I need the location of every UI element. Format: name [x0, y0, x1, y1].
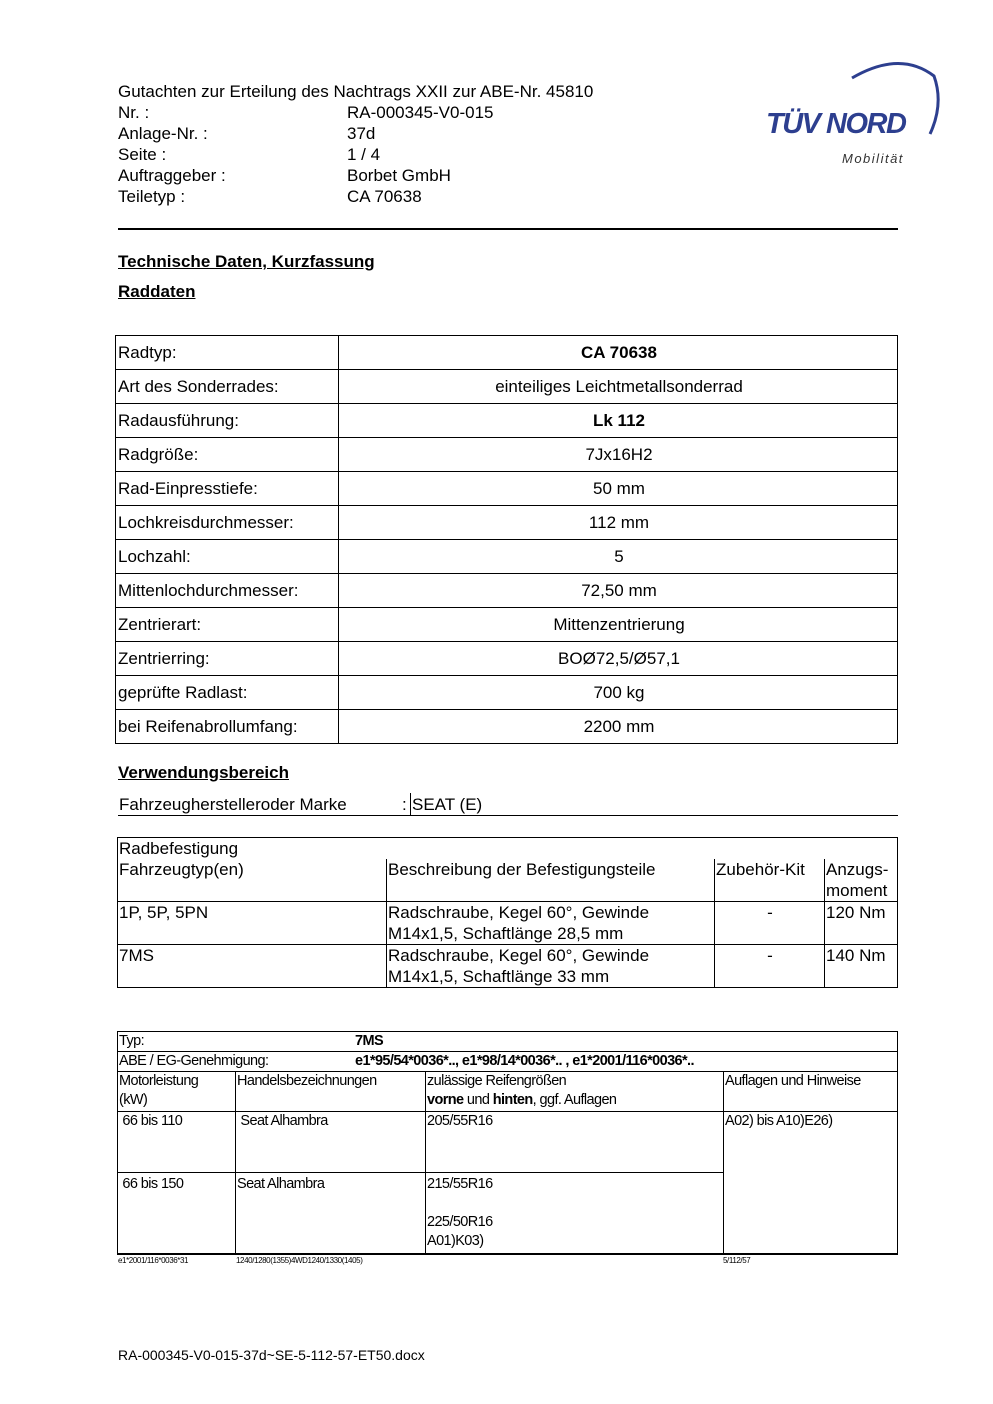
row-fahrzeugtyp: 1P, 5P, 5PN — [118, 902, 387, 945]
raddaten-label: Lochzahl: — [116, 540, 339, 574]
row-beschreibung-line2: M14x1,5, Schaftlänge 28,5 mm — [388, 924, 624, 943]
raddaten-value: Mittenzentrierung — [339, 608, 898, 642]
raddaten-label: Lochkreisdurchmesser: — [116, 506, 339, 540]
header-value-auftraggeber: Borbet GmbH — [347, 166, 451, 185]
row-motorleistung: 66 bis 150 — [118, 1173, 236, 1254]
col-header-zubehoer-kit: Zubehör-Kit — [715, 859, 825, 902]
col-header-motorleistung — [118, 1072, 236, 1112]
table-row — [116, 336, 898, 370]
col-header-fahrzeugtyp: Fahrzeugtyp(en) — [118, 859, 387, 902]
header-value-nr: RA-000345-V0-015 — [347, 103, 494, 122]
table-row — [116, 404, 898, 438]
row-auflagen: A02) bis A10)E26) — [724, 1112, 898, 1254]
col-header-anzugsmoment-line2: moment — [826, 881, 888, 900]
typ-value: 7MS — [355, 1033, 384, 1049]
header-value-seite: 1 / 4 — [347, 145, 381, 164]
col-header-handelsbezeichnungen: Handelsbezeichnungen — [236, 1072, 426, 1112]
reifen-hinten: hinten — [492, 1092, 533, 1108]
raddaten-label: Zentrierart: — [116, 608, 339, 642]
section-title-technische-daten: Technische Daten, Kurzfassung — [118, 252, 375, 271]
reifen-auflagen: , ggf. Auflagen — [532, 1092, 617, 1108]
manufacturer-label: Fahrzeugherstelleroder Marke — [119, 795, 347, 814]
reifen-line-blank — [427, 1194, 723, 1213]
raddaten-value: 2200 mm — [339, 710, 898, 744]
header-label-auftraggeber: Auftraggeber : — [118, 166, 226, 185]
row-beschreibung — [387, 945, 715, 988]
manufacturer-colon: : — [402, 795, 407, 814]
reifen-vorne: vorne — [427, 1092, 464, 1108]
row-handelsbezeichnung: Seat Alhambra — [236, 1173, 426, 1254]
raddaten-table — [115, 335, 898, 744]
col-header-beschreibung: Beschreibung der Befestigungsteile — [387, 859, 715, 902]
reifen-line: 225/50R16 — [427, 1214, 493, 1230]
table-row — [118, 902, 898, 945]
table-row — [116, 540, 898, 574]
raddaten-label: Rad-Einpresstiefe: — [116, 472, 339, 506]
abe-label: ABE / EG-Genehmigung: — [119, 1053, 269, 1069]
raddaten-label: Radgröße: — [116, 438, 339, 472]
table-row — [118, 1112, 898, 1173]
table-row — [116, 438, 898, 472]
row-handelsbezeichnung: Seat Alhambra — [236, 1112, 426, 1173]
footnote-approval: e1*2001/116*0036*31 — [118, 1256, 189, 1265]
table-row — [116, 574, 898, 608]
row-reifen: 205/55R16 — [426, 1112, 724, 1173]
section-title-raddaten: Raddaten — [118, 282, 196, 301]
abe-value: e1*95/54*0036*.., e1*98/14*0036*.. , e1*2001/116*0036*.. — [355, 1053, 694, 1069]
raddaten-label: bei Reifenabrollumfang: — [116, 710, 339, 744]
raddaten-value: 7Jx16H2 — [339, 438, 898, 472]
row-beschreibung-line2: M14x1,5, Schaftlänge 33 mm — [388, 967, 610, 986]
vehicle-manufacturer-row — [118, 795, 898, 816]
typ-label: Typ: — [119, 1033, 144, 1049]
table-row — [116, 370, 898, 404]
table-row — [116, 472, 898, 506]
row-zubehoer-kit: - — [715, 945, 825, 988]
table-row — [116, 506, 898, 540]
table-row — [116, 676, 898, 710]
row-anzugsmoment: 140 Nm — [825, 945, 898, 988]
col-header-motorleistung-line1: Motorleistung — [119, 1073, 199, 1089]
table-row — [116, 710, 898, 744]
row-beschreibung-line1: Radschraube, Kegel 60°, Gewinde — [388, 903, 650, 922]
footnote-axle-load: 1240/1280(1355)4WD1240/1330(1405) — [236, 1256, 363, 1265]
raddaten-value: Lk 112 — [339, 404, 898, 438]
header-label-seite: Seite : — [118, 145, 167, 164]
tuv-nord-logo-subtitle: Mobilität — [842, 151, 904, 166]
raddaten-value: 50 mm — [339, 472, 898, 506]
col-header-reifen-line2 — [427, 1091, 723, 1110]
row-motorleistung: 66 bis 110 — [118, 1112, 236, 1173]
reifen-line: 215/55R16 — [427, 1176, 493, 1192]
footnote-bolt-pattern: 5/112/57 — [723, 1256, 751, 1265]
col-header-auflagen: Auflagen und Hinweise — [724, 1072, 898, 1112]
col-header-reifen-line1: zulässige Reifengrößen — [427, 1073, 567, 1089]
document-title: Gutachten zur Erteilung des Nachtrags XXII zur ABE-Nr. 45810 — [118, 82, 594, 101]
row-reifen — [426, 1173, 724, 1254]
header-label-teiletyp: Teiletyp : — [118, 187, 186, 206]
col-header-anzugsmoment — [825, 859, 898, 902]
raddaten-value: BOØ72,5/Ø57,1 — [339, 642, 898, 676]
col-header-motorleistung-line2: (kW) — [119, 1092, 148, 1108]
raddaten-label: Radausführung: — [116, 404, 339, 438]
raddaten-label: Radtyp: — [116, 336, 339, 370]
col-header-reifengroessen — [426, 1072, 724, 1112]
raddaten-label: geprüfte Radlast: — [116, 676, 339, 710]
reifen-und: und — [463, 1092, 493, 1108]
header-label-anlage: Anlage-Nr. : — [118, 124, 208, 143]
row-beschreibung-line1: Radschraube, Kegel 60°, Gewinde — [388, 946, 650, 965]
header-value-teiletyp: CA 70638 — [347, 187, 422, 206]
raddaten-value: 112 mm — [339, 506, 898, 540]
raddaten-value: einteiliges Leichtmetallsonderrad — [339, 370, 898, 404]
reifen-line: A01)K03) — [427, 1233, 484, 1249]
section-title-verwendungsbereich: Verwendungsbereich — [118, 763, 289, 782]
raddaten-value: 72,50 mm — [339, 574, 898, 608]
tuv-nord-logo: TÜV NORD — [766, 108, 906, 140]
raddaten-label: Mittenlochdurchmesser: — [116, 574, 339, 608]
radbefestigung-title: Radbefestigung — [118, 838, 898, 860]
raddaten-value: 700 kg — [339, 676, 898, 710]
row-zubehoer-kit: - — [715, 902, 825, 945]
table-row — [116, 608, 898, 642]
raddaten-value: CA 70638 — [339, 336, 898, 370]
col-header-anzugsmoment-line1: Anzugs- — [826, 860, 889, 879]
manufacturer-value: SEAT (E) — [412, 795, 483, 814]
table-row — [116, 642, 898, 676]
header-value-anlage: 37d — [347, 124, 376, 143]
abe-row — [118, 1052, 898, 1072]
footer-filename: RA-000345-V0-015-37d~SE-5-112-57-ET50.docx — [118, 1347, 425, 1363]
row-fahrzeugtyp: 7MS — [118, 945, 387, 988]
raddaten-label: Art des Sonderrades: — [116, 370, 339, 404]
row-anzugsmoment: 120 Nm — [825, 902, 898, 945]
header-divider — [118, 228, 898, 230]
typ-row — [118, 1032, 898, 1052]
cursor-marker — [410, 793, 411, 815]
header-label-nr: Nr. : — [118, 103, 150, 122]
raddaten-value: 5 — [339, 540, 898, 574]
typ-approval-table — [117, 1031, 898, 1255]
row-beschreibung — [387, 902, 715, 945]
radbefestigung-table — [117, 837, 898, 988]
table-row — [118, 945, 898, 988]
raddaten-label: Zentrierring: — [116, 642, 339, 676]
